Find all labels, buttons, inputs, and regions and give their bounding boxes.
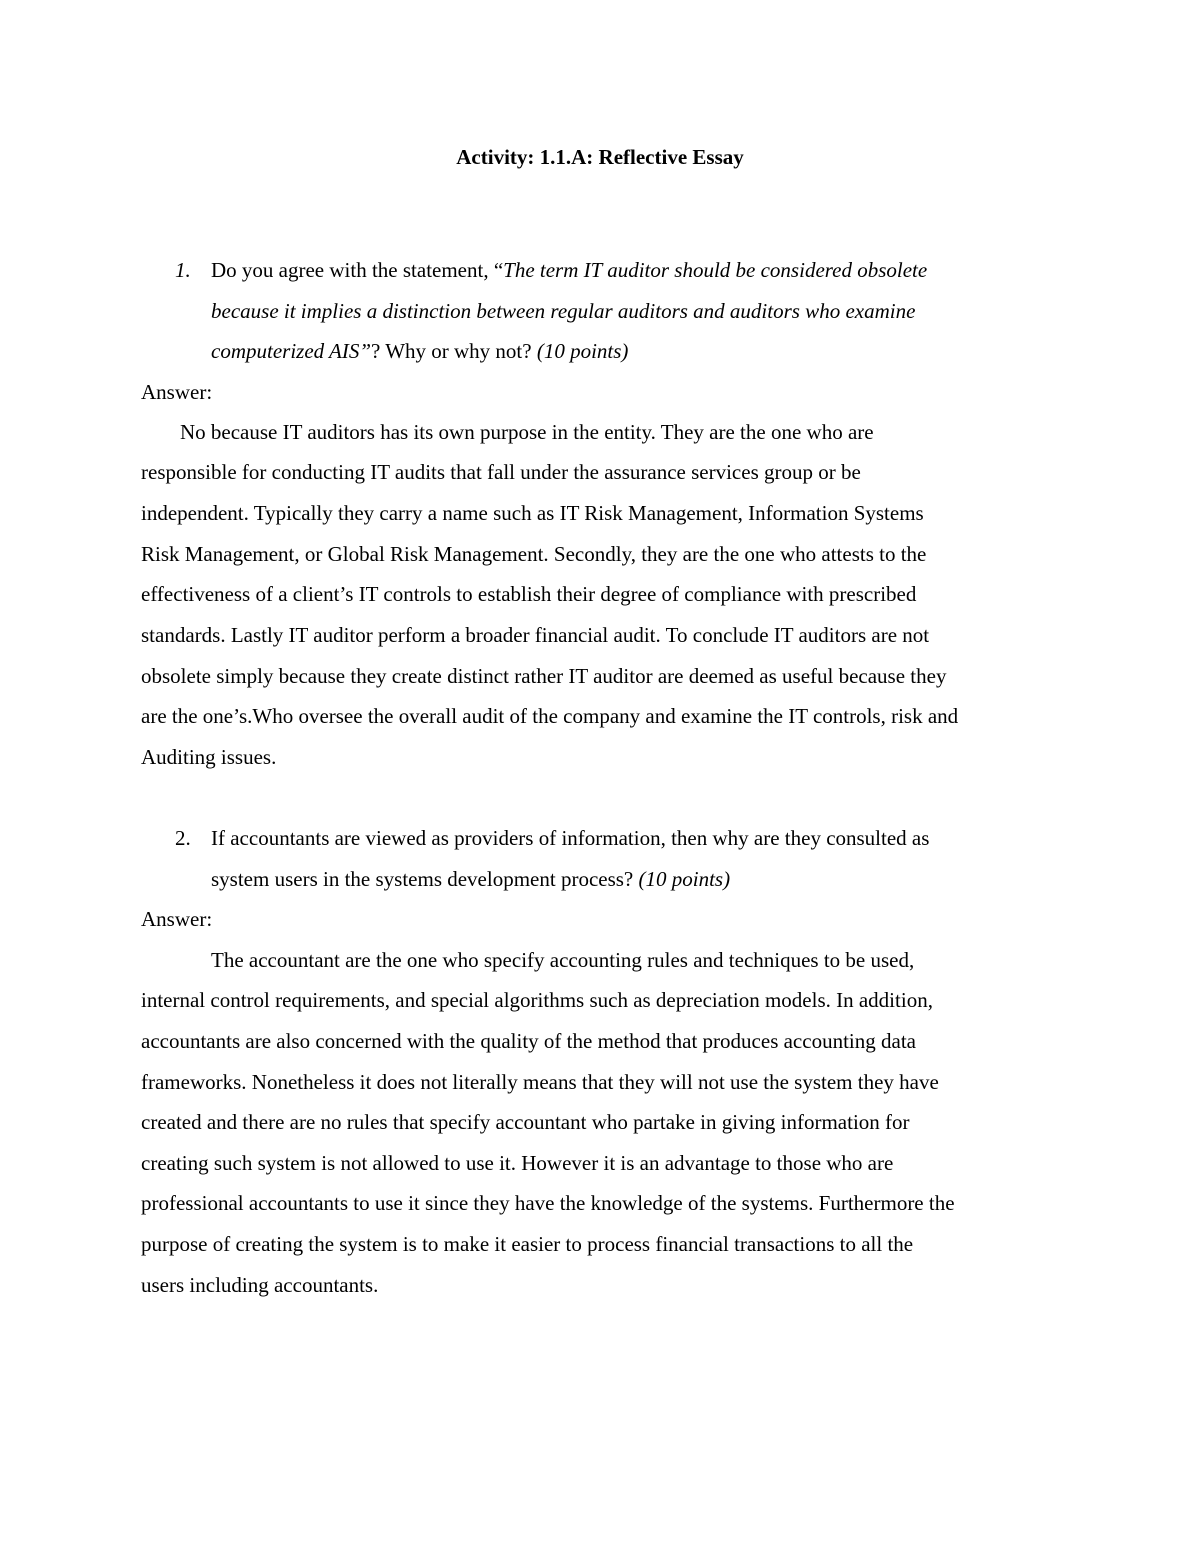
answer-1-label: Answer: <box>141 380 213 404</box>
answer-2-line: frameworks. Nonetheless it does not literally means that they will not use the system they have <box>141 1070 939 1094</box>
answer-2-line: created and there are no rules that specify accountant who partake in giving information for <box>141 1110 910 1134</box>
answer-1-line: No because IT auditors has its own purpose in the entity. They are the one who are <box>180 420 874 444</box>
answer-1-line: effectiveness of a client’s IT controls to establish their degree of compliance with prescribed <box>141 582 917 606</box>
question-1-points: (10 points) <box>536 339 629 363</box>
page-title: Activity: 1.1.A: Reflective Essay <box>456 145 744 169</box>
question-2-line-2 <box>211 865 730 893</box>
question-1-line-3-italic: computerized AIS” <box>211 339 372 363</box>
question-1-number: 1. <box>175 258 191 282</box>
question-1-line-2 <box>211 297 915 325</box>
answer-2-line: users including accountants. <box>141 1273 379 1297</box>
question-1-line-1 <box>211 256 927 284</box>
answer-2-line: The accountant are the one who specify accounting rules and techniques to be used, <box>211 948 915 972</box>
answer-1-line: Auditing issues. <box>141 745 277 769</box>
question-1-line-2-italic: because it implies a distinction between regular auditors and auditors who examine <box>211 299 916 323</box>
question-1-line-1-plain: Do you agree with the statement, “ <box>211 258 504 282</box>
answer-1-line: Risk Management, or Global Risk Management. Secondly, they are the one who attests to the <box>141 542 927 566</box>
question-2-line-2-plain: system users in the systems development process? <box>211 867 639 891</box>
answer-2-line: purpose of creating the system is to make it easier to process financial transactions to all the <box>141 1232 914 1256</box>
answer-1-line: standards. Lastly IT auditor perform a broader financial audit. To conclude IT auditors are not <box>141 623 930 647</box>
answer-1-line: obsolete simply because they create distinct rather IT auditor are deemed as useful because they <box>141 664 947 688</box>
question-1-line-3-plain: ? Why or why not? <box>371 339 537 363</box>
answer-2-label: Answer: <box>141 907 213 931</box>
answer-1-line: independent. Typically they carry a name such as IT Risk Management, Information Systems <box>141 501 924 525</box>
answer-1-line: responsible for conducting IT audits that fall under the assurance services group or be <box>141 460 861 484</box>
question-2-number: 2. <box>175 826 191 850</box>
answer-2-line: internal control requirements, and special algorithms such as depreciation models. In addition, <box>141 988 933 1012</box>
answer-1-line: are the one’s.Who oversee the overall audit of the company and examine the IT controls, risk and <box>141 704 959 728</box>
answer-2-line: professional accountants to use it since they have the knowledge of the systems. Furthermore the <box>141 1191 955 1215</box>
answer-2-line: creating such system is not allowed to use it. However it is an advantage to those who are <box>141 1151 894 1175</box>
question-2-points: (10 points) <box>638 867 731 891</box>
answer-2-line: accountants are also concerned with the quality of the method that produces accounting data <box>141 1029 916 1053</box>
question-1-line-3 <box>211 337 628 365</box>
question-2-line-1: If accountants are viewed as providers of information, then why are they consulted as <box>211 826 930 850</box>
question-1-line-1-italic: The term IT auditor should be considered obsolete <box>503 258 928 282</box>
